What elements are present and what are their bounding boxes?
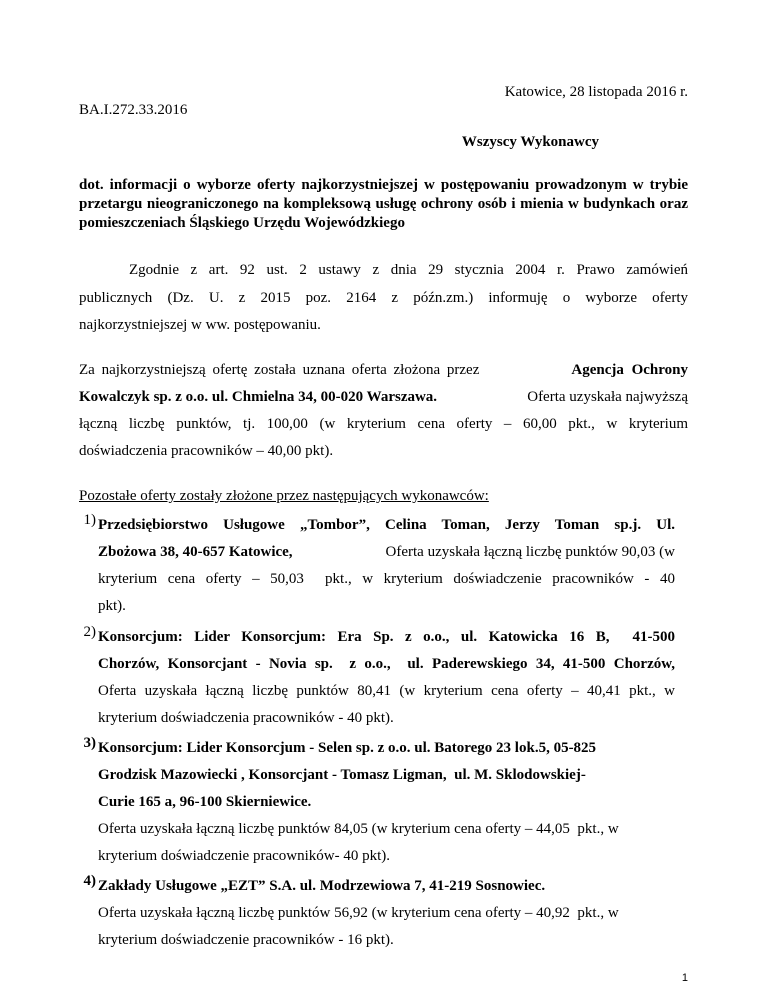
winner-intro-text: Za najkorzystniejszą ofertę została uznana oferta złożona przez [79,362,480,378]
offer-line: Przedsiębiorstwo Usługowe „Tombor”, Celina Toman, Jerzy Toman sp.j. Ul. [98,517,675,533]
winner-line [79,389,688,406]
offer-line: Oferta uzyskała łączną liczbę punktów 56,92 (w kryterium cena oferty – 40,92 pkt., w [98,905,619,921]
offer-line: Grodzisk Mazowiecki , Konsorcjant - Tomasz Ligman, ul. M. Sklodowskiej- [98,767,586,783]
list-item-number: 3) [83,735,96,751]
offer-line: Oferta uzyskała łączną liczbę punktów 80,41 (w kryterium cena oferty – 40,41 pkt., w [98,683,675,699]
offer-line: kryterium doświadczenie pracowników - 16 pkt). [98,932,394,948]
addressee: Wszyscy Wykonawcy [461,134,599,150]
intro-line: najkorzystniejszej w ww. postępowaniu. [79,317,321,333]
offer-line: Konsorcjum: Lider Konsorcjum - Selen sp. z o.o. ul. Batorego 23 lok.5, 05-825 [98,740,597,756]
list-item [83,624,675,732]
offer-line [98,539,675,566]
winner-line [79,362,688,379]
offer-line: pkt). [98,598,126,614]
winner-line: doświadczenia pracowników – 40,00 pkt). [79,443,334,459]
intro-line: publicznych (Dz. U. z 2015 poz. 2164 z późn.zm.) informuję o wyborze oferty [79,290,688,306]
winner-score-text: Oferta uzyskała najwyższą [527,389,688,405]
winner-line: łączną liczbę punktów, tj. 100,00 (w kryterium cena oferty – 60,00 pkt., w kryterium [79,416,688,432]
others-heading: Pozostałe oferty zostały złożone przez następujących wykonawców: [79,488,489,504]
winner-company-address: Kowalczyk sp. z o.o. ul. Chmielna 34, 00-020 Warszawa. [79,389,438,405]
list-item-number: 4) [83,873,96,889]
reference-number: BA.I.272.33.2016 [79,102,188,118]
list-item [83,873,675,954]
list-item [83,735,675,870]
page-number: 1 [681,972,688,984]
list-item [83,512,675,620]
place-date: Katowice, 28 listopada 2016 r. [504,84,688,100]
winner-company-name: Agencja Ochrony [571,362,688,378]
intro-line: Zgodnie z art. 92 ust. 2 ustawy z dnia 29 stycznia 2004 r. Prawo zamówień [129,262,688,278]
offer-line: kryterium doświadczenia pracowników - 40 pkt). [98,710,394,726]
list-item-number: 2) [83,624,96,640]
offer-line: Zakłady Usługowe „EZT” S.A. ul. Modrzewiowa 7, 41-219 Sosnowiec. [98,878,546,894]
subject: dot. informacji o wyborze oferty najkorzystniejszej w postępowaniu prowadzonym w trybie przetargu nieograniczonego na kompleksową usługę ochrony osób i mienia w budynkach oraz pomieszczeniach Śląskiego Urzędu Wojewódzkiego [79,177,688,231]
offer-line: Konsorcjum: Lider Konsorcjum: Era Sp. z o.o., ul. Katowicka 16 B, 41-500 [98,629,675,645]
offer-line: kryterium doświadczenie pracowników- 40 pkt). [98,848,390,864]
offer-line: kryterium cena oferty – 50,03 pkt., w kryterium doświadczenie pracowników - 40 [98,571,675,587]
offer-score-text: Oferta uzyskała łączną liczbę punktów 90,03 (w [385,544,675,560]
offer-line: Curie 165 a, 96-100 Skierniewice. [98,794,312,810]
offer-address: Zbożowa 38, 40-657 Katowice, [98,544,293,560]
offer-line: Oferta uzyskała łączną liczbę punktów 84,05 (w kryterium cena oferty – 44,05 pkt., w [98,821,619,837]
list-item-number: 1) [83,512,96,528]
offer-line: Chorzów, Konsorcjant - Novia sp. z o.o., ul. Paderewskiego 34, 41-500 Chorzów, [98,656,675,672]
